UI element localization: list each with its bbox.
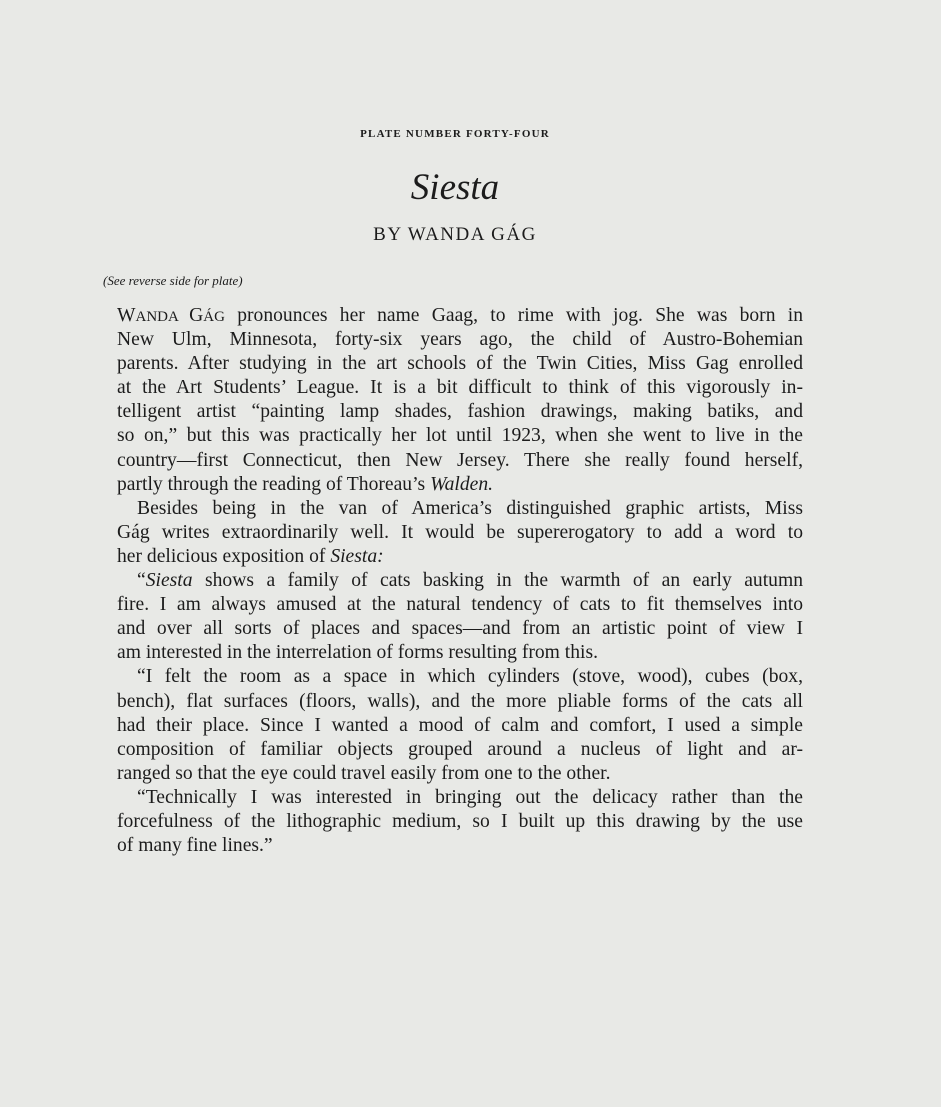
text-segment: W — [117, 305, 136, 326]
text-segment: ranged so that the eye could travel easily from one to the other. — [117, 762, 611, 784]
italic-text: Siesta: — [330, 545, 384, 567]
text-line — [117, 304, 803, 328]
text-segment: “ — [137, 570, 146, 592]
text-line — [117, 665, 803, 689]
text-line — [117, 641, 803, 665]
text-segment: her delicious exposition of — [117, 545, 331, 567]
text-segment: “I felt the room as a space in which cylinders (stove, wood), cubes (box, — [137, 666, 803, 688]
text-segment: Besides being in the van of America’s distinguished graphic artists, Miss — [137, 497, 803, 519]
text-segment: fire. I am always amused at the natural tendency of cats to fit themselves into — [117, 594, 803, 616]
text-line — [117, 786, 803, 810]
text-line — [117, 497, 803, 521]
text-segment: telligent artist “painting lamp shades, fashion drawings, making batiks, and — [117, 401, 803, 423]
text-line — [117, 569, 803, 593]
text-segment: pronounces her name Gaag, to rime with jog. She was born in — [224, 305, 803, 326]
text-segment: shows a family of cats basking in the warmth of an early autumn — [192, 570, 803, 592]
text-line — [117, 521, 803, 545]
text-segment: Gág writes extraordinarily well. It would be supererogatory to add a word to — [117, 521, 803, 543]
text-line — [117, 352, 803, 376]
text-line — [117, 593, 803, 617]
text-segment: G — [189, 305, 204, 326]
text-segment: “Technically I was interested in bringing out the delicacy rather than the — [137, 786, 803, 808]
text-line — [117, 810, 803, 834]
text-segment: of many fine lines.” — [117, 835, 273, 857]
text-segment: ÁG — [203, 309, 225, 325]
text-line — [117, 473, 803, 497]
text-segment: and over all sorts of places and spaces—and from an artistic point of view I — [117, 618, 803, 640]
text-segment: New Ulm, Minnesota, forty-six years ago, the child of Austro-Bohemian — [117, 329, 803, 351]
text-line — [117, 328, 803, 352]
text-segment: country—first Connecticut, then New Jersey. There she really found herself, — [117, 449, 803, 471]
text-segment: forcefulness of the lithographic medium, so I built up this drawing by the use — [117, 810, 803, 832]
italic-text: Siesta — [145, 570, 193, 592]
text-segment: parents. After studying in the art schools of the Twin Cities, Miss Gag enrolled — [117, 353, 803, 375]
text-line — [117, 400, 803, 424]
text-line — [117, 714, 803, 738]
text-line — [117, 690, 803, 714]
text-line — [117, 762, 803, 786]
text-segment: at the Art Students’ League. It is a bit difficult to think of this vigorously in- — [117, 377, 803, 399]
text-line — [117, 617, 803, 641]
text-segment: am interested in the interrelation of forms resulting from this. — [117, 642, 599, 664]
text-line — [117, 376, 803, 400]
text-line — [117, 449, 803, 473]
text-line — [117, 424, 803, 448]
text-segment: partly through the reading of Thoreau’s — [117, 473, 431, 495]
text-segment: ANDA — [135, 309, 190, 325]
text-segment: bench), flat surfaces (floors, walls), and the more pliable forms of the cats all — [117, 690, 803, 712]
text-line — [117, 834, 803, 858]
byline: BY WANDA GÁG — [373, 224, 537, 245]
article-body — [117, 304, 803, 858]
text-segment: composition of familiar objects grouped around a nucleus of light and ar- — [117, 738, 803, 760]
text-line — [117, 738, 803, 762]
italic-text: Walden. — [430, 473, 494, 495]
text-segment: so on,” but this was practically her lot until 1923, when she went to live in the — [117, 425, 803, 447]
text-line — [117, 545, 803, 569]
text-segment: had their place. Since I wanted a mood of calm and comfort, I used a simple — [117, 714, 803, 736]
page-title: Siesta — [410, 167, 500, 208]
plate-number: PLATE NUMBER FORTY-FOUR — [360, 128, 550, 140]
plate-note: (See reverse side for plate) — [103, 273, 243, 288]
